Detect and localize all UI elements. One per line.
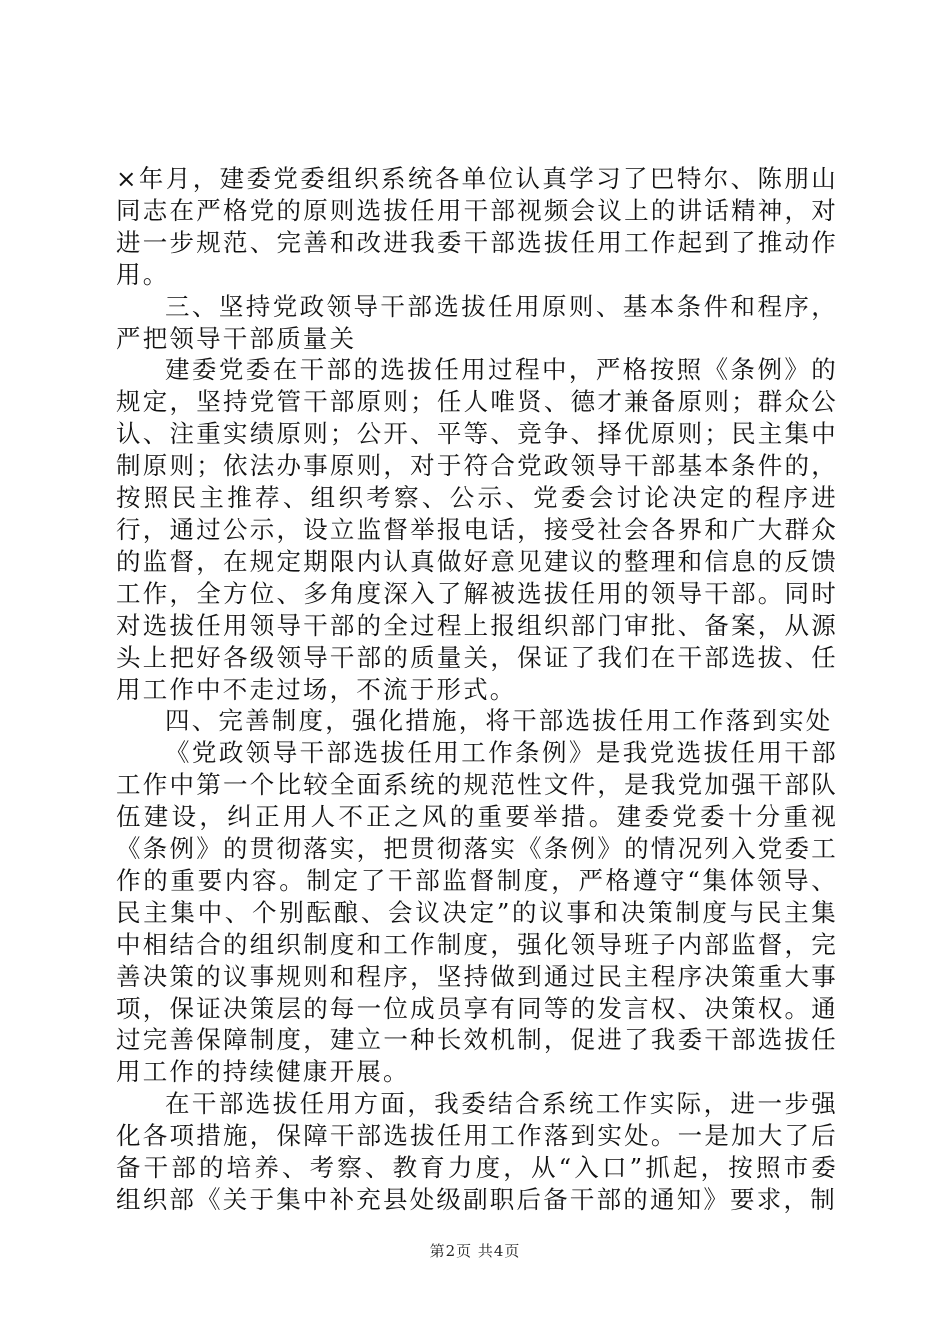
document-body bbox=[116, 163, 838, 1216]
section-heading-3: 三、坚持党政领导干部选拔任用原则、基本条件和程序，严把领导干部质量关 bbox=[116, 291, 838, 353]
paragraph-3: 《党政领导干部选拔任用工作条例》是我党选拔任用干部工作中第一个比较全面系统的规范性文件，是我党加强干部队伍建设，纠正用人不正之风的重要举措。建委党委十分重视《条例》的贯彻落实，把贯彻落实《条例》的情况列入党委工作的重要内容。制定了干部监督制度，严格遵守“集体领导、民主集中、个别酝酿、会议决定”的议事和决策制度与民主集中相结合的组织制度和工作制度，强化领导班子内部监督，完善决策的议事规则和程序，坚持做到通过民主程序决策重大事项，保证决策层的每一位成员享有同等的发言权、决策权。通过完善保障制度，建立一种长效机制，促进了我委干部选拔任用工作的持续健康开展。 bbox=[116, 738, 838, 1087]
page-number-footer: 第2页 共4页 bbox=[429, 1242, 521, 1260]
section-heading-4: 四、完善制度，强化措施，将干部选拔任用工作落到实处 bbox=[165, 706, 833, 736]
paragraph-2: 建委党委在干部的选拔任用过程中，严格按照《条例》的规定，坚持党管干部原则；任人唯贤、德才兼备原则；群众公认、注重实绩原则；公开、平等、竞争、择优原则；民主集中制原则；依法办事原则，对于符合党政领导干部基本条件的，按照民主推荐、组织考察、公示、党委会讨论决定的程序进行，通过公示，设立监督举报电话，接受社会各界和广大群众的监督，在规定期限内认真做好意见建议的整理和信息的反馈工作，全方位、多角度深入了解被选拔任用的领导干部。同时对选拔任用领导干部的全过程上报组织部门审批、备案，从源头上把好各级领导干部的质量关，保证了我们在干部选拔、任用工作中不走过场，不流于形式。 bbox=[116, 355, 838, 704]
paragraph-4: 在干部选拔任用方面，我委结合系统工作实际，进一步强化各项措施，保障干部选拔任用工作落到实处。一是加大了后备干部的培养、考察、教育力度，从“入口”抓起，按照市委组织部《关于集中补充县处级副职后备干部的通知》要求，制 bbox=[116, 1089, 838, 1214]
paragraph-1: ×年月，建委党委组织系统各单位认真学习了巴特尔、陈朋山同志在严格党的原则选拔任用干部视频会议上的讲话精神，对进一步规范、完善和改进我委干部选拔任用工作起到了推动作用。 bbox=[116, 164, 838, 289]
